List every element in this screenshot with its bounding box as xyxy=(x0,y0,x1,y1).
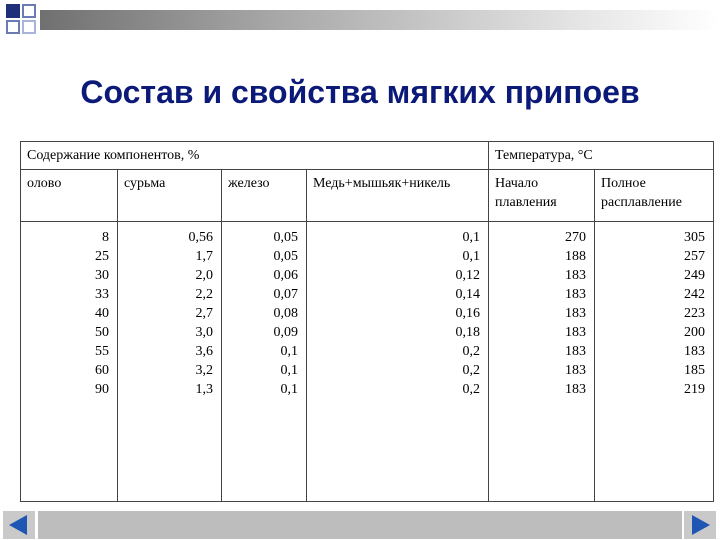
column-header-melt-start: Начало плавления xyxy=(489,170,595,222)
column-values-antimony: 0,56 1,7 2,0 2,2 2,7 3,0 3,6 3,2 1,3 xyxy=(118,222,222,502)
column-header-antimony: сурьма xyxy=(118,170,222,222)
next-slide-button[interactable] xyxy=(684,511,716,539)
footer-bar xyxy=(38,511,682,539)
column-header-iron: железо xyxy=(222,170,307,222)
solder-properties-table xyxy=(20,141,714,502)
decor-square-icon xyxy=(6,20,20,34)
column-values-iron: 0,05 0,05 0,06 0,07 0,08 0,09 0,1 0,1 0,1 xyxy=(222,222,307,502)
decor-square-icon xyxy=(6,4,20,18)
temperature-group-header: Температура, °С xyxy=(489,142,714,170)
column-header-tin: олово xyxy=(21,170,118,222)
column-values-tin: 8 25 30 33 40 50 55 60 90 xyxy=(21,222,118,502)
column-values-cu-as-ni: 0,1 0,1 0,12 0,14 0,16 0,18 0,2 0,2 0,2 xyxy=(307,222,489,502)
slide-title: Состав и свойства мягких припоев xyxy=(80,74,640,110)
triangle-left-icon xyxy=(9,515,27,535)
decor-square-icon xyxy=(22,4,36,18)
previous-slide-button[interactable] xyxy=(3,511,35,539)
decor-square-icon xyxy=(22,20,36,34)
column-values-full-melt: 305 257 249 242 223 200 183 185 219 xyxy=(595,222,714,502)
triangle-right-icon xyxy=(692,515,710,535)
header-gradient-bar xyxy=(40,10,720,30)
column-values-melt-start: 270 188 183 183 183 183 183 183 183 xyxy=(489,222,595,502)
composition-group-header: Содержание компонентов, % xyxy=(21,142,489,170)
column-header-cu-as-ni: Медь+мышьяк+никель xyxy=(307,170,489,222)
column-header-full-melt: Полное расплавление xyxy=(595,170,714,222)
